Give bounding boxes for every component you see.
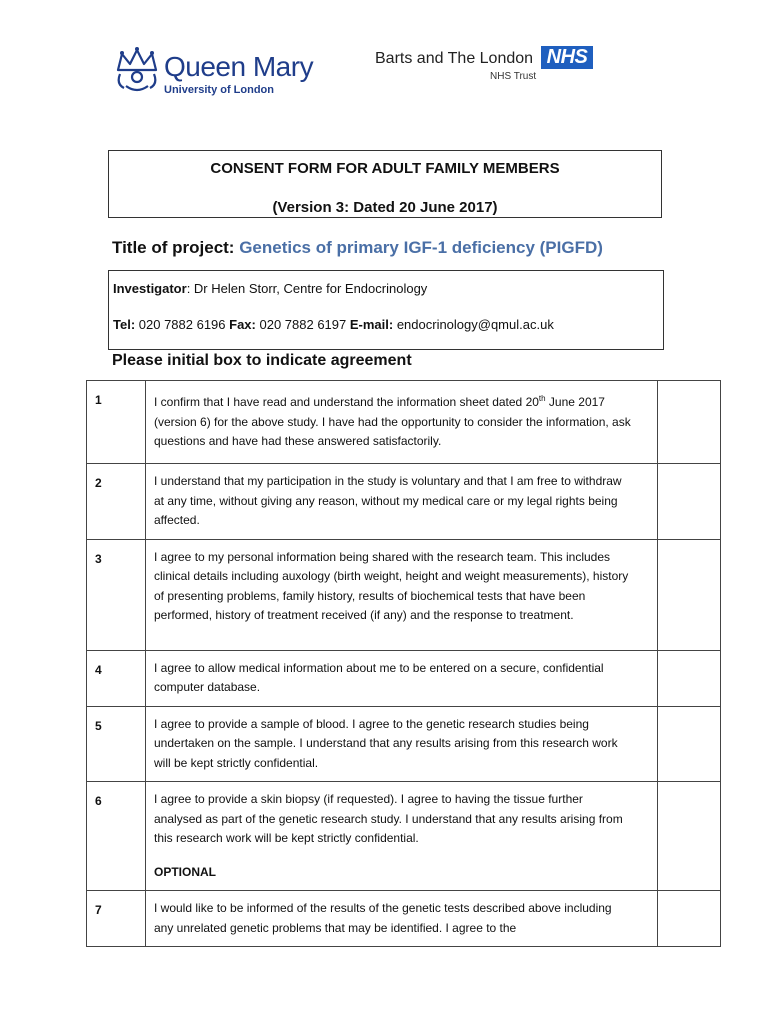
table-row xyxy=(87,891,721,947)
item-number: 7 xyxy=(87,891,146,947)
investigator-value: : Dr Helen Storr, Centre for Endocrinology xyxy=(186,281,428,296)
initial-box[interactable] xyxy=(658,381,721,464)
initial-box[interactable] xyxy=(658,464,721,540)
item-text: I understand that my participation in the study is voluntary and that I am free to withdraw at any time, without giving any reason, without my medical care or my legal rights being affected. xyxy=(146,464,658,540)
table-row xyxy=(87,381,721,464)
item-number: 4 xyxy=(87,650,146,706)
table-row xyxy=(87,539,721,650)
optional-label: OPTIONAL xyxy=(154,864,216,879)
item-text: I confirm that I have read and understand the information sheet dated 20th June 2017 (version 6) for the above study. I have had the opportunity to consider the information, ask questions and have had these answered satisfactorily. xyxy=(146,381,658,464)
form-title-box xyxy=(108,150,662,218)
item-number: 6 xyxy=(87,782,146,891)
form-title: CONSENT FORM FOR ADULT FAMILY MEMBERS xyxy=(210,160,560,177)
item-number: 2 xyxy=(87,464,146,540)
table-row xyxy=(87,706,721,782)
table-row xyxy=(87,650,721,706)
initial-box[interactable] xyxy=(658,650,721,706)
initial-box[interactable] xyxy=(658,706,721,782)
queen-mary-crest-icon xyxy=(112,44,162,94)
fax-label: Fax: xyxy=(229,317,256,332)
project-title xyxy=(112,238,603,258)
contact-line xyxy=(113,317,554,332)
table-row xyxy=(87,464,721,540)
tel-value: 020 7882 6196 xyxy=(135,317,230,332)
item-text: I would like to be informed of the results of the genetic tests described above including any unrelated genetic problems that may be identified. I agree to the xyxy=(146,891,658,947)
item-text: I agree to my personal information being shared with the research team. This includes clinical details including auxology (birth weight, height and weight measurements), history of presenting problems, family history, results of biochemical tests that have been performed, history of treatment received (if any) and the response to treatment. xyxy=(146,539,658,650)
project-title-label: Title of project: xyxy=(112,238,240,257)
item-number: 3 xyxy=(87,539,146,650)
item-text: I agree to provide a sample of blood. I agree to the genetic research studies being undertaken on the sample. I understand that any results arising from this research work will be kept strictly confidential. xyxy=(146,706,658,782)
item-number: 5 xyxy=(87,706,146,782)
form-version: (Version 3: Dated 20 June 2017) xyxy=(272,199,498,216)
project-title-name: Genetics of primary IGF-1 deficiency (PIGFD) xyxy=(239,238,603,257)
queen-mary-logo-text: Queen Mary xyxy=(164,51,314,82)
barts-logo-text: Barts and The London xyxy=(375,50,534,67)
initial-box[interactable] xyxy=(658,891,721,947)
nhs-trust-label: NHS Trust xyxy=(490,71,537,82)
item-number: 1 xyxy=(87,381,146,464)
item-text: I agree to provide a skin biopsy (if requested). I agree to having the tissue further analysed as part of the genetic research study. I understand that any results arising from this research work will be kept strictly confidential. OPTIONAL xyxy=(146,782,658,891)
investigator-box xyxy=(108,270,664,350)
tel-label: Tel: xyxy=(113,317,136,332)
instruction-heading: Please initial box to indicate agreement xyxy=(112,352,412,369)
email-label: E-mail: xyxy=(349,317,394,332)
initial-box[interactable] xyxy=(658,539,721,650)
initial-box[interactable] xyxy=(658,782,721,891)
investigator-label: Investigator xyxy=(113,281,187,296)
investigator-line xyxy=(113,281,427,296)
email-value: endocrinology@qmul.ac.uk xyxy=(393,317,554,332)
fax-value: 020 7882 6197 xyxy=(255,317,350,332)
queen-mary-logo-subtitle: University of London xyxy=(164,84,274,96)
table-row xyxy=(87,782,721,891)
nhs-logo: NHS xyxy=(541,46,593,69)
consent-table xyxy=(86,380,721,947)
item-text: I agree to allow medical information about me to be entered on a secure, confidential computer database. xyxy=(146,650,658,706)
